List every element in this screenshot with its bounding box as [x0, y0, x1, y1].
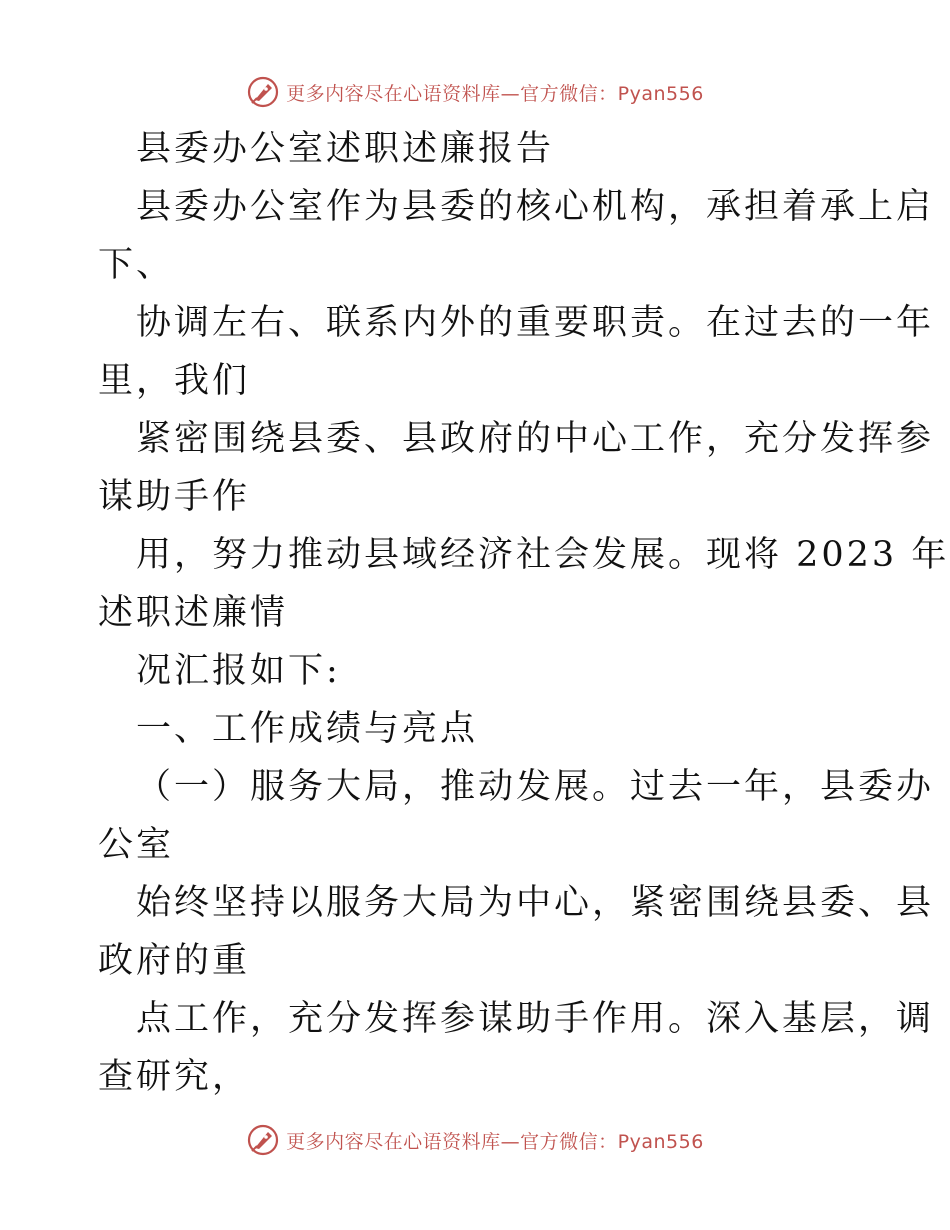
paragraph-line: 况汇报如下:	[136, 651, 341, 691]
paragraph-line: 始终坚持以服务大局为中心，紧密围绕县委、县	[136, 883, 935, 923]
paragraph-line: 查研究，	[98, 1057, 251, 1097]
section-heading: 一、工作成绩与亮点	[136, 709, 479, 749]
pen-nib-logo-icon	[246, 1123, 280, 1157]
paragraph-line: 紧密围绕县委、县政府的中心工作，充分发挥参	[136, 419, 935, 459]
paragraph-line: 政府的重	[98, 941, 251, 981]
paragraph-line: 谋助手作	[98, 477, 251, 517]
paragraph-line: 点工作，充分发挥参谋助手作用。深入基层，调	[136, 999, 935, 1039]
paragraph-line: 述职述廉情	[98, 593, 289, 633]
paragraph-line: （一）服务大局，推动发展。过去一年，县委办	[136, 767, 935, 807]
header-watermark-banner	[0, 72, 950, 112]
footer-banner-text: 更多内容尽在心语资料库—官方微信：Pyan556	[286, 1130, 704, 1153]
document-body	[98, 120, 950, 1106]
paragraph-line: 县委办公室作为县委的核心机构，承担着承上启	[136, 187, 935, 227]
document-title: 县委办公室述职述廉报告	[136, 129, 555, 169]
pen-nib-logo-icon	[246, 75, 280, 109]
header-banner-text: 更多内容尽在心语资料库—官方微信：Pyan556	[286, 82, 704, 105]
paragraph-line: 里，我们	[98, 361, 251, 401]
paragraph-line: 下、	[98, 245, 175, 285]
paragraph-line: 用，努力推动县域经济社会发展。现将 2023 年	[136, 535, 950, 575]
paragraph-line: 公室	[98, 825, 175, 865]
footer-watermark-banner	[0, 1120, 950, 1160]
paragraph-line: 协调左右、联系内外的重要职责。在过去的一年	[136, 303, 935, 343]
